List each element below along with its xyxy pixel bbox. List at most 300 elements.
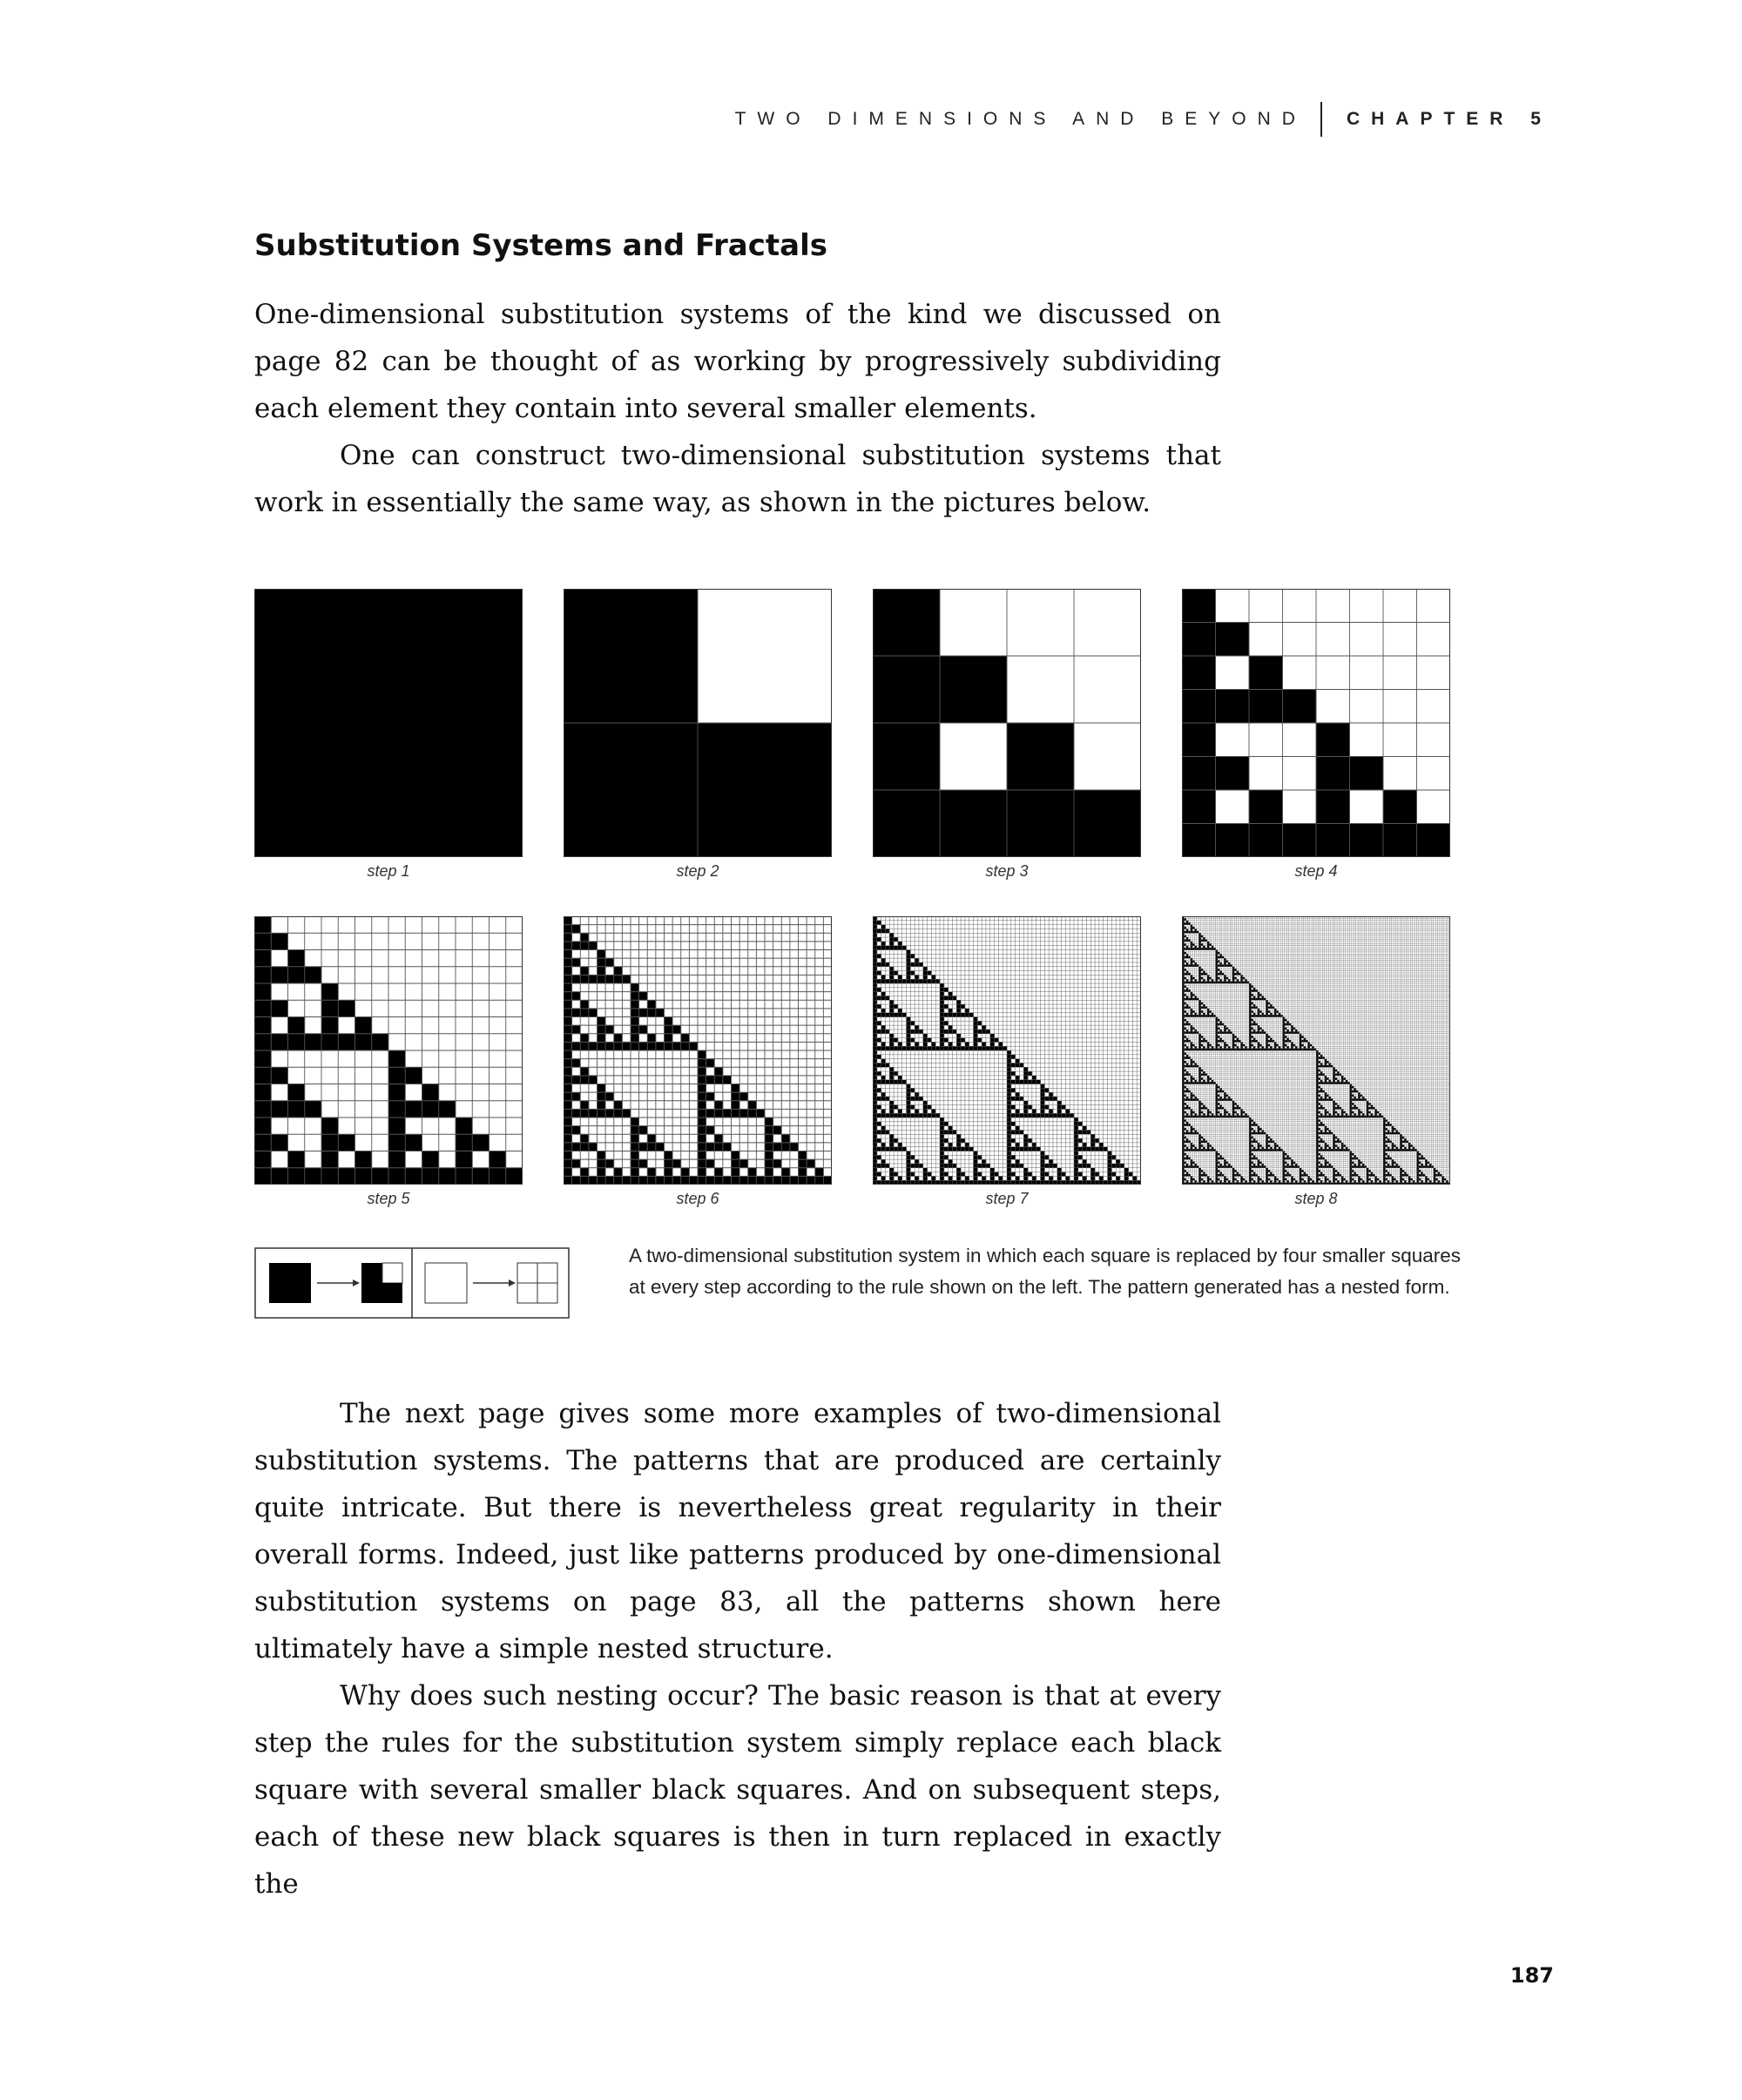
black-cell-run [1099,1143,1104,1147]
black-cell-run [698,1101,706,1110]
black-cell-run [647,1034,656,1043]
black-cell-run [923,1034,928,1038]
black-cell-run [1057,1176,1062,1180]
step-1-pattern [254,589,523,857]
black-cell-run [614,1168,623,1177]
black-cell-run [1124,1176,1129,1180]
black-cell-run [931,1042,935,1046]
black-cell-run [907,1159,911,1164]
black-cell-run [915,958,919,962]
black-cell-run [1041,1176,1045,1180]
black-cell-run [940,1176,944,1180]
black-cell-run [631,1134,639,1143]
black-cell-run [907,1042,911,1046]
black-cell-run [998,1176,1003,1180]
black-cell-run [907,1084,911,1089]
black-cell-run [732,1151,740,1160]
black-cell-run [1108,1168,1112,1172]
black-cell-run [714,1067,723,1076]
black-cell-run [614,1034,623,1043]
black-cell-run [1041,1151,1045,1156]
black-cell-run [564,1168,572,1177]
black-cell-run [1007,1176,1011,1180]
black-cell-run [564,1034,572,1043]
black-cell-run [698,1151,706,1160]
black-cell-run [1007,1084,1011,1089]
black-cell-run [1108,1159,1112,1164]
black-cell-run [982,1159,986,1164]
black-cell-run [647,1134,656,1143]
black-cell-run [765,1168,773,1177]
black-cell-run [1023,1168,1028,1172]
black-cell-run [1007,1092,1011,1097]
black-cell-run [990,1034,995,1038]
black-cell-run [965,1042,969,1046]
black-cell-run [1182,589,1216,623]
black-cell-run [940,1034,944,1038]
black-cell-run [907,1168,911,1172]
black-cell-run [1083,1126,1087,1131]
running-head-section: TWO DIMENSIONS AND BEYOND [734,109,1306,129]
black-cell-run [1074,1159,1078,1164]
black-cell-run [907,958,911,962]
black-cell-run [580,1101,589,1110]
step-label: step 1 [367,862,410,880]
black-cell-run [422,1084,440,1102]
black-cell-run [1007,1059,1011,1064]
black-cell-run [1049,1159,1053,1164]
rule-black-result [361,1263,402,1303]
black-cell-run [940,1118,944,1122]
black-cell-run [681,1168,690,1177]
black-cell-run [940,992,944,996]
figure-caption: A two-dimensional substitution system in which each square is replaced by four smaller squares at every step according to the rule shown on the left. The pattern generated has a nested form. [629,1245,1461,1298]
rule-black-source [269,1263,311,1303]
black-cell-run [748,1101,757,1110]
black-cell-run [631,1151,639,1160]
black-cell-run [1083,1143,1087,1147]
running-head-divider [1320,102,1322,137]
black-cell-run [288,950,306,968]
black-cell-run [1108,1176,1112,1180]
black-cell-run [940,1126,944,1131]
black-cell-run [982,1025,986,1030]
black-cell-run [288,1084,306,1102]
black-cell-run [1032,1176,1036,1180]
black-cell-run [564,967,572,976]
black-cell-run [923,967,928,971]
black-cell-run [1182,790,1216,824]
step-2-pattern [564,589,832,857]
black-cell-run [598,1084,606,1093]
black-cell-run [974,1034,978,1038]
black-cell-run [799,1151,807,1160]
paragraph: The next page gives some more examples of two-dimensional substitution systems. The patterns that are produced are certainly quite intricate. But there is nevertheless great regularity in their overall forms. Indeed, just like patterns produced by one-dimensional substitution systems on page 83, all the patterns shown here ultimately have a simple nested structure. [254,1398,1221,1664]
black-cell-run [1016,1059,1020,1064]
black-cell-run [1116,1176,1120,1180]
step-4-pattern [1182,589,1450,857]
black-cell-run [898,1109,902,1113]
step-label: step 2 [676,862,719,880]
black-cell-run [1049,1092,1053,1097]
black-cell-run [931,975,935,979]
step-label: step 4 [1294,862,1338,880]
black-cell-run [1016,1126,1020,1131]
black-cell-run [254,1017,272,1035]
black-cell-run [1007,1067,1011,1071]
black-cell-run [388,1084,406,1102]
black-cell-run [1090,1176,1095,1180]
black-cell-run [907,1176,911,1180]
black-cell-run [956,1000,961,1004]
black-cell-run [1249,790,1283,824]
black-cell-run [490,1151,507,1169]
black-cell-run [889,975,894,979]
black-cell-run [907,1092,911,1097]
black-cell-run [889,1076,894,1080]
black-cell-run [1099,1176,1104,1180]
black-cell-run [564,1118,572,1126]
step-label: step 5 [367,1190,410,1207]
paragraph: One-dimensional substitution systems of the kind we discussed on page 82 can be thought of as working by progressively subdividing each element they contain into several smaller elements. [254,299,1221,424]
black-cell-run [881,925,886,929]
black-cell-run [907,1109,911,1113]
black-cell-run [598,967,606,976]
black-cell-run [681,1034,690,1043]
black-cell-run [254,1118,272,1135]
body-text-top [254,291,1221,526]
black-cell-run [564,1084,572,1093]
step-7-pattern [873,916,1141,1185]
black-cell-run [915,1042,919,1046]
black-cell-run [665,1034,673,1043]
black-cell-run [881,958,886,962]
black-cell-run [940,1134,944,1138]
black-cell-run [982,1042,986,1046]
black-cell-run [355,1017,373,1035]
rule-white-result [517,1263,557,1303]
black-cell-run [949,1143,953,1147]
black-cell-run [949,1159,953,1164]
black-cell-run [580,1168,589,1177]
black-cell-run [580,967,589,976]
black-cell-run [781,1168,790,1177]
black-cell-run [631,1168,639,1177]
black-cell-run [949,1042,953,1046]
black-cell-run [1249,656,1283,690]
black-cell-run [1016,1176,1020,1180]
black-cell-run [564,1134,572,1143]
black-cell-run [1057,1101,1062,1105]
black-cell-run [631,1118,639,1126]
black-cell-run [1023,1134,1028,1138]
black-cell-run [1007,723,1074,790]
black-cell-run [889,1101,894,1105]
black-cell-run [1007,1126,1011,1131]
black-cell-run [907,967,911,971]
black-cell-run [915,1092,919,1097]
black-cell-run [254,983,272,1001]
black-cell-run [940,1025,944,1030]
black-cell-run [1049,1176,1053,1180]
black-cell-run [288,1017,306,1035]
black-cell-run [698,1118,706,1126]
black-cell-run [288,1151,306,1169]
black-cell-run [698,1050,706,1059]
black-cell-run [714,1168,723,1177]
black-cell-run [1316,790,1350,824]
black-cell-run [1074,1143,1078,1147]
black-cell-run [889,1176,894,1180]
black-cell-run [974,1017,978,1022]
body-text-bottom [254,1390,1221,1908]
black-cell-run [564,1101,572,1110]
black-cell-run [698,1084,706,1093]
black-cell-run [1124,1168,1129,1172]
black-cell-run [254,589,523,857]
black-cell-run [889,1042,894,1046]
black-cell-run [714,1134,723,1143]
black-cell-run [580,1000,589,1009]
black-cell-run [698,1168,706,1177]
black-cell-run [881,1059,886,1064]
black-cell-run [923,1042,928,1046]
black-cell-run [940,1000,944,1004]
black-cell-run [598,1101,606,1110]
black-cell-run [580,1134,589,1143]
black-cell-run [765,1134,773,1143]
paragraph: One can construct two-dimensional substitution systems that work in essentially the same way, as shown in the pictures below. [254,440,1221,518]
black-cell-run [982,1176,986,1180]
black-cell-run [1007,1050,1011,1055]
black-cell-run [881,942,886,946]
black-cell-run [965,1009,969,1013]
black-cell-run [598,1017,606,1026]
black-cell-run [1041,1168,1045,1172]
black-cell-run [1057,1109,1062,1113]
black-cell-run [974,1159,978,1164]
black-cell-run [881,1025,886,1030]
black-cell-run [907,1151,911,1156]
black-cell-run [765,1151,773,1160]
black-cell-run [923,975,928,979]
black-cell-run [1074,1151,1078,1156]
black-cell-run [598,1168,606,1177]
black-cell-run [940,983,944,988]
black-cell-run [598,1151,606,1160]
black-cell-run [940,1017,944,1022]
black-cell-run [915,1176,919,1180]
black-cell-run [990,1176,995,1180]
black-cell-run [998,1042,1003,1046]
black-cell-run [1132,1176,1137,1180]
step-8-pattern [1182,916,1450,1185]
black-cell-run [631,1000,639,1009]
black-cell-run [915,975,919,979]
black-cell-run [949,1126,953,1131]
black-cell-run [254,1084,272,1102]
black-cell-run [321,1151,339,1169]
black-cell-run [1016,1092,1020,1097]
black-cell-run [931,1176,935,1180]
black-cell-run [564,1151,572,1160]
black-cell-run [923,1109,928,1113]
black-cell-run [1074,1176,1078,1180]
black-cell-run [990,1042,995,1046]
black-cell-run [665,1151,673,1160]
black-cell-run [1316,723,1350,757]
black-cell-run [881,992,886,996]
black-cell-run [321,983,339,1001]
black-cell-run [1074,1126,1078,1131]
black-cell-run [965,1176,969,1180]
black-cell-run [1007,1151,1011,1156]
black-cell-run [1090,1143,1095,1147]
black-cell-run [732,1084,740,1093]
black-cell-run [898,1176,902,1180]
black-cell-run [1074,1168,1078,1172]
black-cell-run [881,1076,886,1080]
black-cell-run [881,975,886,979]
black-cell-run [881,1159,886,1164]
black-cell-run [965,1143,969,1147]
black-cell-run [873,589,940,656]
black-cell-run [1041,1101,1045,1105]
black-cell-run [799,1168,807,1177]
black-cell-run [665,1168,673,1177]
black-cell-run [956,1009,961,1013]
black-cell-run [889,1009,894,1013]
black-cell-run [1016,1143,1020,1147]
black-cell-run [923,1168,928,1172]
black-cell-run [931,1109,935,1113]
black-cell-run [564,1000,572,1009]
black-cell-run [1016,1076,1020,1080]
black-cell-run [974,1025,978,1030]
black-cell-run [974,1168,978,1172]
black-cell-run [631,983,639,992]
step-label: step 7 [985,1190,1029,1207]
black-cell-run [1041,1092,1045,1097]
black-cell-run [580,933,589,942]
running-head [735,102,1552,137]
black-cell-run [1049,1109,1053,1113]
black-cell-run [1090,1134,1095,1138]
black-cell-run [1007,1168,1011,1172]
black-cell-run [889,1168,894,1172]
black-cell-run [974,1176,978,1180]
black-cell-run [1016,1109,1020,1113]
black-cell-run [1383,790,1417,824]
black-cell-run [321,1118,339,1135]
black-cell-run [898,942,902,946]
black-cell-run [564,933,572,942]
black-cell-run [580,1034,589,1043]
black-cell-run [940,1159,944,1164]
black-cell-run [321,1017,339,1035]
black-cell-run [923,1176,928,1180]
black-cell-run [698,1134,706,1143]
black-cell-run [647,1000,656,1009]
black-cell-run [956,1134,961,1138]
black-cell-run [598,950,606,959]
black-cell-run [940,1151,944,1156]
black-cell-run [665,1017,673,1026]
black-cell-run [765,1118,773,1126]
rule-white-source [425,1263,467,1303]
black-cell-run [1007,1109,1011,1113]
black-cell-run [1032,1076,1036,1080]
black-cell-run [907,975,911,979]
black-cell-run [956,1176,961,1180]
step-label: step 6 [676,1190,719,1207]
black-cell-run [564,916,572,925]
black-cell-run [1007,1159,1011,1164]
black-cell-run [1023,1101,1028,1105]
black-cell-run [1032,1109,1036,1113]
black-cell-run [915,1159,919,1164]
black-cell-run [254,1151,272,1169]
black-cell-run [898,1143,902,1147]
black-cell-run [940,1009,944,1013]
black-cell-run [949,1176,953,1180]
black-cell-run [974,1151,978,1156]
black-cell-run [732,1168,740,1177]
black-cell-run [564,1017,572,1026]
black-cell-run [815,1168,824,1177]
black-cell-run [949,992,953,996]
black-cell-run [1182,723,1216,757]
step-label: step 8 [1294,1190,1338,1207]
black-cell-run [949,1009,953,1013]
page-number: 187 [1509,1963,1554,1988]
black-cell-run [956,1143,961,1147]
black-cell-run [889,942,894,946]
black-cell-run [881,1042,886,1046]
black-cell-run [1074,1118,1078,1122]
black-cell-run [781,1134,790,1143]
black-cell-run [889,1109,894,1113]
black-cell-run [388,1050,406,1068]
black-cell-run [388,1118,406,1135]
black-cell-run [1182,656,1216,690]
black-cell-run [956,1168,961,1172]
black-cell-run [254,950,272,968]
black-cell-run [889,933,894,937]
black-cell-run [1023,1067,1028,1071]
black-cell-run [956,1034,961,1038]
black-cell-run [1041,1159,1045,1164]
black-cell-run [881,1092,886,1097]
black-cell-run [698,1067,706,1076]
black-cell-run [907,1101,911,1105]
black-cell-run [1041,1109,1045,1113]
black-cell-run [898,975,902,979]
black-cell-run [614,967,623,976]
section-title: Substitution Systems and Fractals [254,228,827,263]
black-cell-run [940,1143,944,1147]
black-cell-run [907,950,911,955]
black-cell-run [907,1025,911,1030]
black-cell-run [580,1067,589,1076]
black-cell-run [355,1151,373,1169]
black-cell-run [748,1168,757,1177]
black-cell-run [1016,1159,1020,1164]
black-cell-run [564,589,698,723]
step-label: step 3 [985,862,1029,880]
black-cell-run [1007,1118,1011,1122]
black-cell-run [889,1034,894,1038]
